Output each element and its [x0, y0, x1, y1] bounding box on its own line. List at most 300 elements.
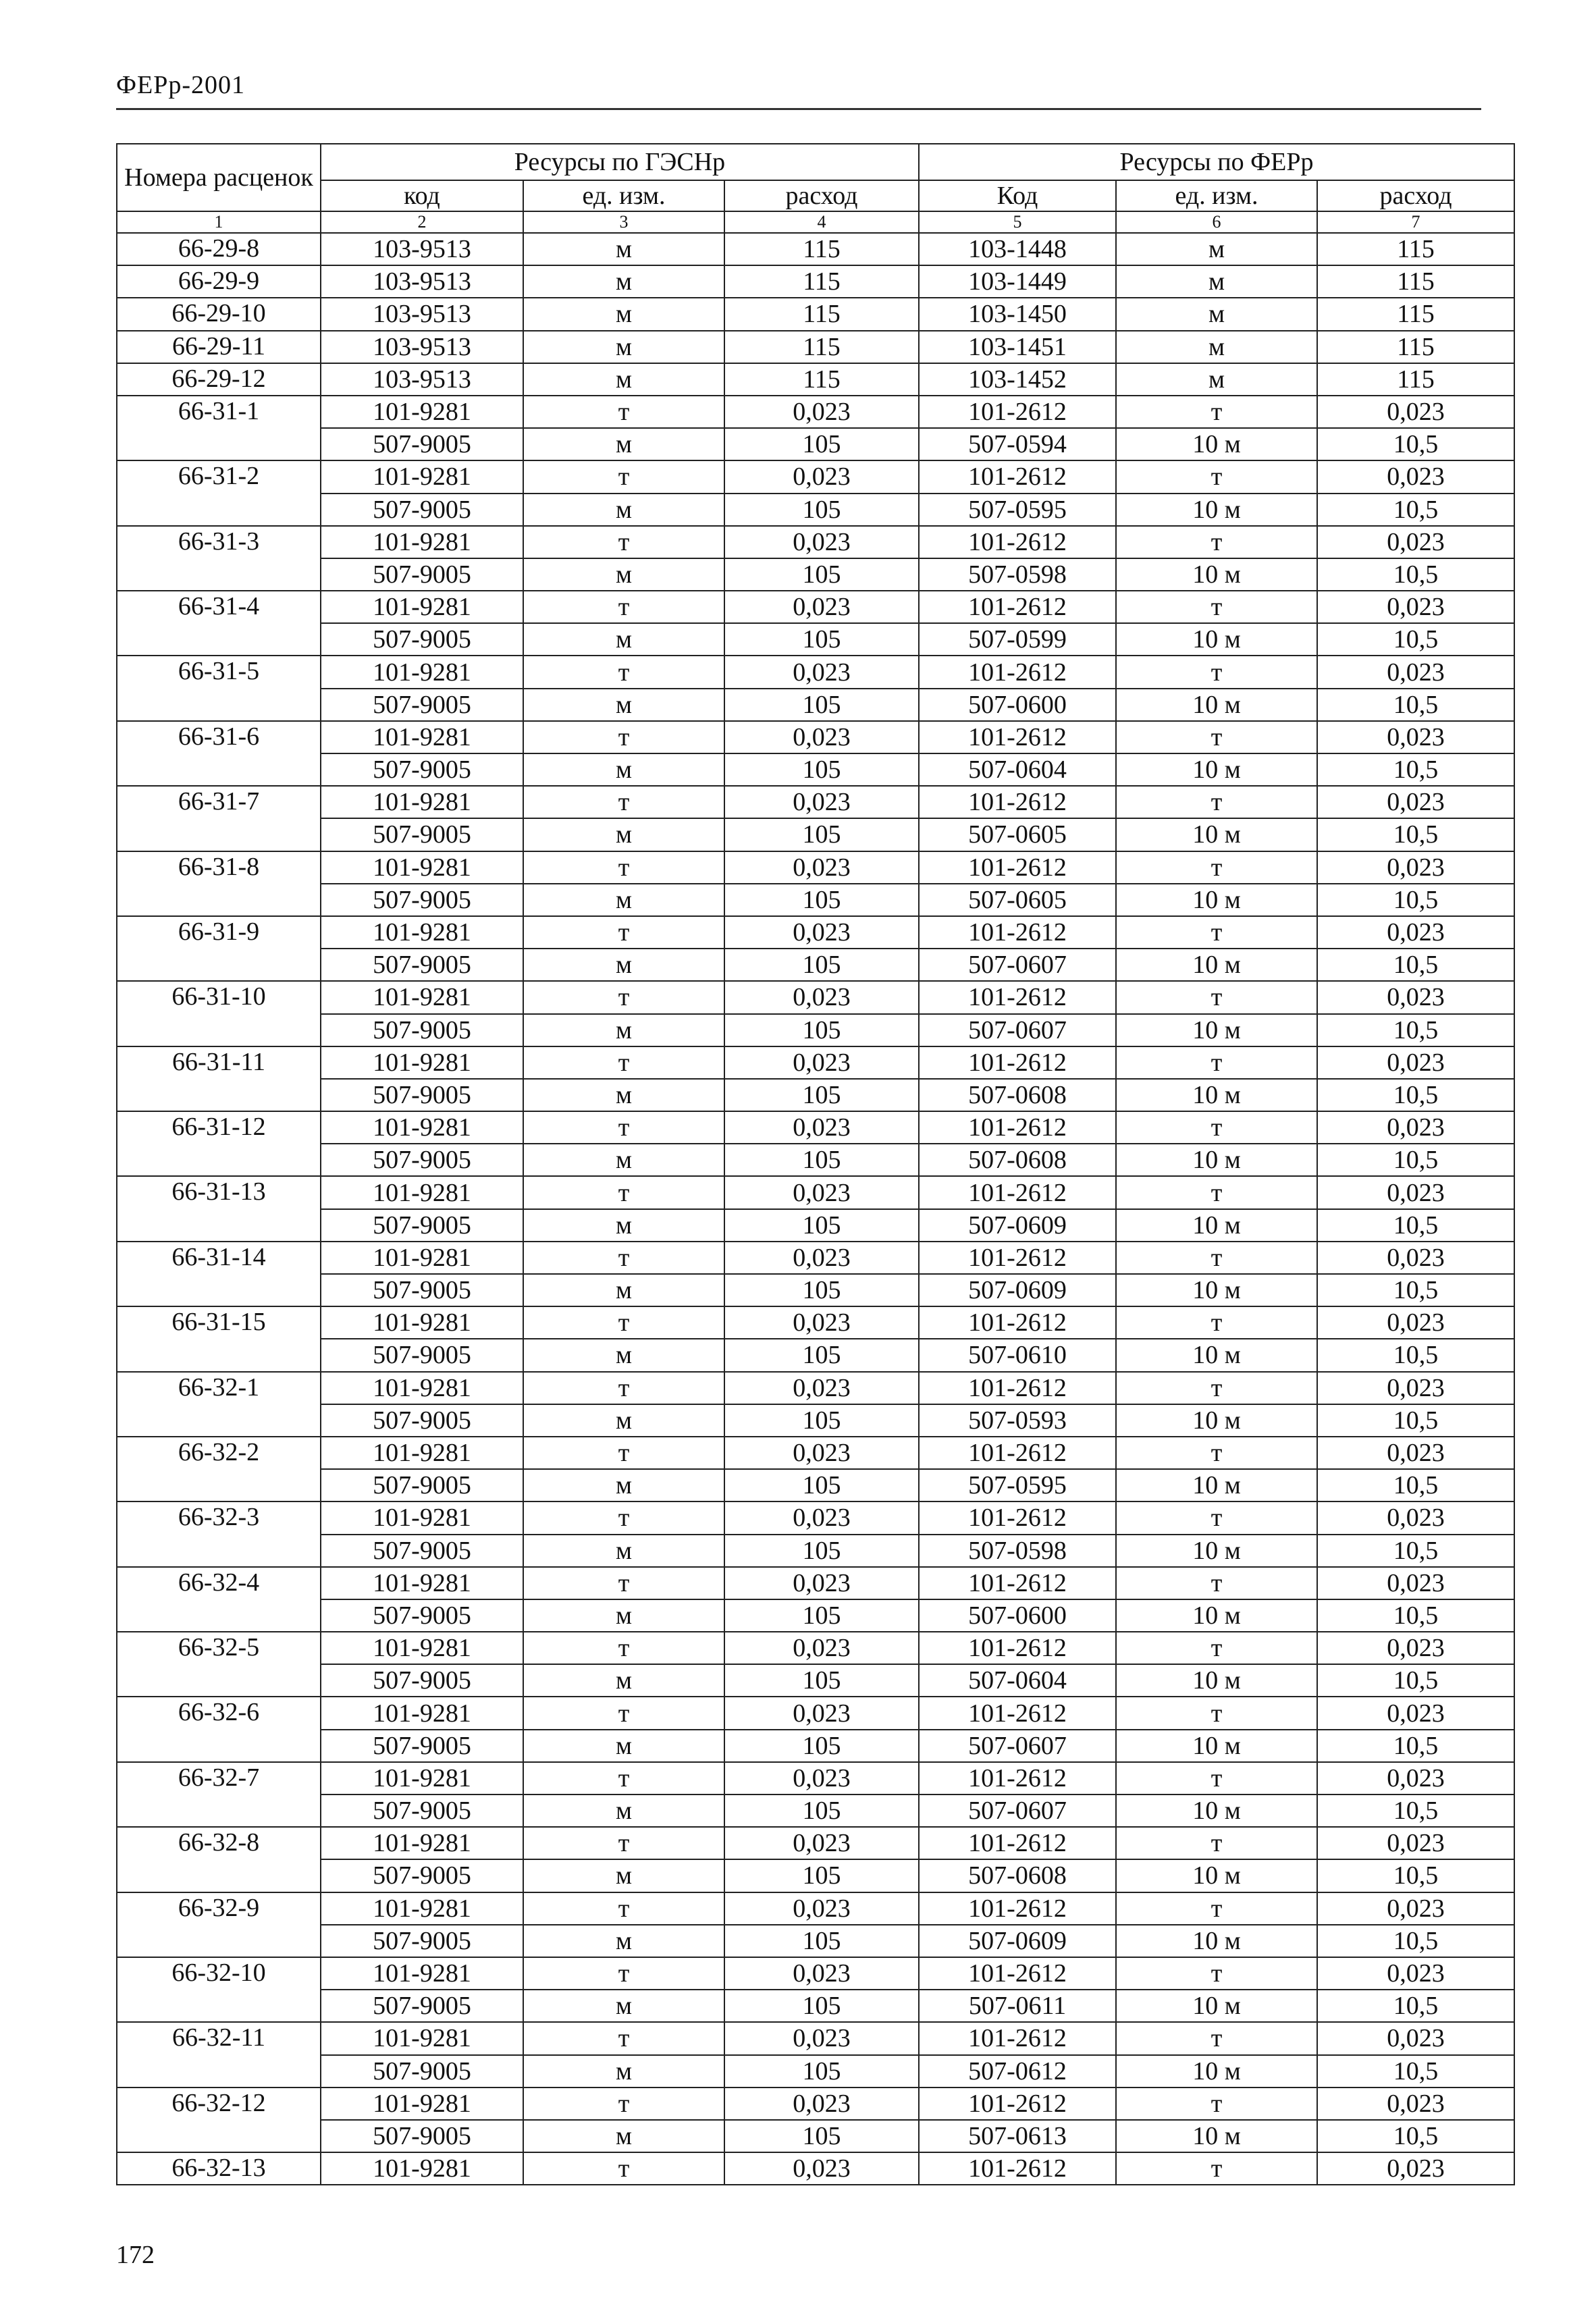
gesn-code-cell: 101-9281: [321, 1827, 523, 1859]
table-row: [117, 1144, 1514, 1176]
fer-unit-cell: м: [1116, 265, 1317, 298]
fer-unit-cell: 10 м: [1116, 1209, 1317, 1242]
table-row: [117, 689, 1514, 721]
table-row: [117, 786, 1514, 818]
gesn-unit-cell: м: [523, 1014, 724, 1046]
rates-table-container: [116, 143, 1514, 2185]
table-row: [117, 1079, 1514, 1111]
fer-unit-cell: т: [1116, 916, 1317, 949]
fer-unit-cell: т: [1116, 1111, 1317, 1144]
table-row: [117, 2022, 1514, 2054]
table-row: [117, 1697, 1514, 1729]
fer-code-cell: 101-2612: [919, 1306, 1116, 1339]
fer-unit-cell: 10 м: [1116, 428, 1317, 460]
gesn-unit-cell: т: [523, 1697, 724, 1729]
gesn-consumption-cell: 0,023: [724, 2152, 919, 2185]
gesn-consumption-cell: 0,023: [724, 721, 919, 753]
gesn-consumption-cell: 115: [724, 298, 919, 330]
gesn-code-cell: 507-9005: [321, 1730, 523, 1762]
rate-number-cell: 66-31-4: [117, 591, 321, 656]
fer-code-cell: 101-2612: [919, 1176, 1116, 1208]
gesn-consumption-cell: 105: [724, 1144, 919, 1176]
gesn-unit-cell: м: [523, 298, 724, 330]
fer-unit-cell: т: [1116, 1501, 1317, 1534]
fer-code-cell: 507-0599: [919, 623, 1116, 656]
fer-code-cell: 507-0595: [919, 494, 1116, 526]
table-row: [117, 656, 1514, 688]
fer-code-cell: 507-0612: [919, 2055, 1116, 2088]
gesn-unit-cell: т: [523, 2152, 724, 2185]
fer-consumption-cell: 10,5: [1317, 689, 1514, 721]
gesn-unit-cell: м: [523, 233, 724, 265]
fer-consumption-cell: 0,023: [1317, 786, 1514, 818]
gesn-consumption-cell: 0,023: [724, 526, 919, 558]
gesn-code-cell: 101-9281: [321, 1372, 523, 1404]
fer-code-cell: 101-2612: [919, 1892, 1116, 1925]
fer-code-cell: 101-2612: [919, 1111, 1116, 1144]
fer-code-cell: 101-2612: [919, 1827, 1116, 1859]
gesn-unit-cell: м: [523, 818, 724, 851]
gesn-code-cell: 101-9281: [321, 591, 523, 623]
fer-consumption-cell: 0,023: [1317, 1242, 1514, 1274]
gesn-code-cell: 507-9005: [321, 1664, 523, 1697]
rate-number-cell: 66-31-11: [117, 1046, 321, 1111]
fer-code-cell: 101-2612: [919, 981, 1116, 1013]
gesn-unit-cell: м: [523, 1730, 724, 1762]
gesn-consumption-cell: 115: [724, 363, 919, 396]
rate-number-cell: 66-31-6: [117, 721, 321, 786]
table-row: [117, 298, 1514, 330]
gesn-code-cell: 101-9281: [321, 916, 523, 949]
gesn-code-cell: 101-9281: [321, 786, 523, 818]
table-row: [117, 884, 1514, 916]
fer-unit-cell: м: [1116, 233, 1317, 265]
fer-code-cell: 101-2612: [919, 786, 1116, 818]
fer-code-cell: 507-0607: [919, 949, 1116, 981]
fer-consumption-cell: 0,023: [1317, 916, 1514, 949]
gesn-consumption-cell: 0,023: [724, 1567, 919, 1599]
fer-unit-cell: 10 м: [1116, 1274, 1317, 1306]
gesn-code-cell: 103-9513: [321, 265, 523, 298]
gesn-consumption-cell: 105: [724, 1794, 919, 1827]
fer-code-cell: 101-2612: [919, 1632, 1116, 1664]
col-number: 7: [1317, 211, 1514, 233]
fer-unit-cell: т: [1116, 851, 1317, 884]
page-number: 172: [116, 2241, 155, 2269]
col-number: 4: [724, 211, 919, 233]
fer-unit-cell: 10 м: [1116, 818, 1317, 851]
gesn-code-cell: 101-9281: [321, 1632, 523, 1664]
gesn-code-cell: 101-9281: [321, 981, 523, 1013]
rate-number-cell: 66-29-10: [117, 298, 321, 330]
gesn-consumption-cell: 0,023: [724, 591, 919, 623]
rate-number-cell: 66-32-10: [117, 1957, 321, 2022]
fer-unit-cell: 10 м: [1116, 623, 1317, 656]
fer-unit-cell: т: [1116, 1242, 1317, 1274]
gesn-unit-cell: м: [523, 753, 724, 786]
gesn-code-cell: 507-9005: [321, 1274, 523, 1306]
gesn-consumption-cell: 105: [724, 558, 919, 591]
gesn-consumption-cell: 0,023: [724, 2022, 919, 2054]
sub-header-gesn-unit: ед. изм.: [523, 180, 724, 211]
fer-consumption-cell: 0,023: [1317, 2088, 1514, 2120]
fer-unit-cell: т: [1116, 2152, 1317, 2185]
fer-unit-cell: 10 м: [1116, 1990, 1317, 2022]
gesn-unit-cell: м: [523, 558, 724, 591]
fer-consumption-cell: 0,023: [1317, 591, 1514, 623]
gesn-unit-cell: м: [523, 1274, 724, 1306]
gesn-code-cell: 507-9005: [321, 1535, 523, 1567]
fer-unit-cell: 10 м: [1116, 1144, 1317, 1176]
gesn-unit-cell: т: [523, 1111, 724, 1144]
gesn-unit-cell: м: [523, 1794, 724, 1827]
fer-unit-cell: т: [1116, 786, 1317, 818]
gesn-code-cell: 101-9281: [321, 526, 523, 558]
fer-consumption-cell: 115: [1317, 265, 1514, 298]
gesn-code-cell: 507-9005: [321, 1014, 523, 1046]
table-row: [117, 1730, 1514, 1762]
fer-code-cell: 103-1450: [919, 298, 1116, 330]
table-row: [117, 623, 1514, 656]
gesn-code-cell: 103-9513: [321, 363, 523, 396]
gesn-unit-cell: т: [523, 1762, 724, 1794]
fer-consumption-cell: 10,5: [1317, 1925, 1514, 1957]
gesn-unit-cell: т: [523, 1046, 724, 1079]
fer-unit-cell: 10 м: [1116, 1535, 1317, 1567]
gesn-code-cell: 101-9281: [321, 1892, 523, 1925]
fer-consumption-cell: 0,023: [1317, 1697, 1514, 1729]
fer-unit-cell: т: [1116, 721, 1317, 753]
fer-consumption-cell: 10,5: [1317, 1274, 1514, 1306]
fer-consumption-cell: 0,023: [1317, 1046, 1514, 1079]
table-row: [117, 916, 1514, 949]
gesn-consumption-cell: 0,023: [724, 1762, 919, 1794]
gesn-code-cell: 507-9005: [321, 1794, 523, 1827]
table-row: [117, 1599, 1514, 1632]
fer-code-cell: 507-0598: [919, 1535, 1116, 1567]
fer-code-cell: 507-0611: [919, 1990, 1116, 2022]
fer-consumption-cell: 0,023: [1317, 526, 1514, 558]
table-row: [117, 1306, 1514, 1339]
fer-consumption-cell: 10,5: [1317, 884, 1514, 916]
gesn-consumption-cell: 0,023: [724, 1372, 919, 1404]
gesn-consumption-cell: 105: [724, 428, 919, 460]
fer-code-cell: 101-2612: [919, 851, 1116, 884]
fer-consumption-cell: 10,5: [1317, 1209, 1514, 1242]
fer-consumption-cell: 10,5: [1317, 494, 1514, 526]
table-row: [117, 1242, 1514, 1274]
fer-consumption-cell: 0,023: [1317, 460, 1514, 493]
gesn-consumption-cell: 105: [724, 1209, 919, 1242]
gesn-unit-cell: м: [523, 1209, 724, 1242]
fer-unit-cell: 10 м: [1116, 2055, 1317, 2088]
fer-unit-cell: т: [1116, 591, 1317, 623]
gesn-unit-cell: м: [523, 428, 724, 460]
gesn-consumption-cell: 105: [724, 494, 919, 526]
table-row: [117, 1632, 1514, 1664]
gesn-unit-cell: м: [523, 1664, 724, 1697]
fer-unit-cell: 10 м: [1116, 1469, 1317, 1501]
table-row: [117, 1469, 1514, 1501]
gesn-code-cell: 103-9513: [321, 331, 523, 363]
fer-consumption-cell: 0,023: [1317, 1306, 1514, 1339]
rate-number-cell: 66-31-10: [117, 981, 321, 1046]
gesn-code-cell: 507-9005: [321, 2055, 523, 2088]
fer-code-cell: 507-0605: [919, 884, 1116, 916]
gesn-consumption-cell: 105: [724, 2055, 919, 2088]
gesn-code-cell: 101-9281: [321, 2022, 523, 2054]
fer-unit-cell: 10 м: [1116, 1404, 1317, 1437]
gesn-unit-cell: м: [523, 1079, 724, 1111]
table-row: [117, 1372, 1514, 1404]
fer-unit-cell: т: [1116, 1372, 1317, 1404]
gesn-unit-cell: м: [523, 494, 724, 526]
fer-code-cell: 507-0600: [919, 1599, 1116, 1632]
rate-number-cell: 66-29-8: [117, 233, 321, 265]
table-row: [117, 851, 1514, 884]
gesn-consumption-cell: 0,023: [724, 1242, 919, 1274]
fer-unit-cell: м: [1116, 331, 1317, 363]
gesn-unit-cell: м: [523, 2120, 724, 2152]
gesn-consumption-cell: 0,023: [724, 1632, 919, 1664]
fer-consumption-cell: 0,023: [1317, 721, 1514, 753]
gesn-consumption-cell: 0,023: [724, 1046, 919, 1079]
gesn-code-cell: 101-9281: [321, 1046, 523, 1079]
fer-code-cell: 507-0608: [919, 1144, 1116, 1176]
rate-number-cell: 66-31-2: [117, 460, 321, 525]
gesn-unit-cell: м: [523, 1599, 724, 1632]
gesn-code-cell: 507-9005: [321, 1339, 523, 1371]
gesn-unit-cell: т: [523, 2088, 724, 2120]
fer-consumption-cell: 10,5: [1317, 428, 1514, 460]
fer-unit-cell: т: [1116, 1567, 1317, 1599]
gesn-unit-cell: т: [523, 526, 724, 558]
fer-code-cell: 507-0607: [919, 1014, 1116, 1046]
gesn-consumption-cell: 115: [724, 233, 919, 265]
gesn-consumption-cell: 105: [724, 884, 919, 916]
table-row: [117, 818, 1514, 851]
gesn-consumption-cell: 105: [724, 1990, 919, 2022]
table-row: [117, 1957, 1514, 1990]
gesn-consumption-cell: 105: [724, 1730, 919, 1762]
fer-consumption-cell: 0,023: [1317, 1501, 1514, 1534]
gesn-code-cell: 101-9281: [321, 1176, 523, 1208]
fer-code-cell: 507-0604: [919, 1664, 1116, 1697]
rate-number-cell: 66-32-2: [117, 1437, 321, 1501]
table-row: [117, 1859, 1514, 1892]
gesn-code-cell: 507-9005: [321, 949, 523, 981]
gesn-unit-cell: т: [523, 786, 724, 818]
table-row: [117, 981, 1514, 1013]
rate-number-cell: 66-32-8: [117, 1827, 321, 1892]
gesn-code-cell: 507-9005: [321, 1599, 523, 1632]
fer-consumption-cell: 0,023: [1317, 396, 1514, 428]
fer-code-cell: 507-0594: [919, 428, 1116, 460]
fer-consumption-cell: 0,023: [1317, 1957, 1514, 1990]
gesn-consumption-cell: 0,023: [724, 1111, 919, 1144]
fer-consumption-cell: 0,023: [1317, 1372, 1514, 1404]
fer-consumption-cell: 115: [1317, 331, 1514, 363]
gesn-unit-cell: м: [523, 363, 724, 396]
gesn-code-cell: 101-9281: [321, 1957, 523, 1990]
fer-unit-cell: 10 м: [1116, 558, 1317, 591]
fer-code-cell: 101-2612: [919, 656, 1116, 688]
rate-number-cell: 66-31-14: [117, 1242, 321, 1306]
table-row: [117, 526, 1514, 558]
gesn-consumption-cell: 105: [724, 623, 919, 656]
gesn-unit-cell: т: [523, 396, 724, 428]
gesn-unit-cell: т: [523, 1957, 724, 1990]
rate-number-cell: 66-32-4: [117, 1567, 321, 1632]
gesn-consumption-cell: 0,023: [724, 1827, 919, 1859]
fer-unit-cell: 10 м: [1116, 1079, 1317, 1111]
table-row: [117, 428, 1514, 460]
fer-code-cell: 507-0608: [919, 1079, 1116, 1111]
gesn-unit-cell: т: [523, 2022, 724, 2054]
fer-consumption-cell: 115: [1317, 233, 1514, 265]
table-row: [117, 1404, 1514, 1437]
fer-consumption-cell: 0,023: [1317, 1827, 1514, 1859]
gesn-code-cell: 101-9281: [321, 460, 523, 493]
fer-unit-cell: 10 м: [1116, 689, 1317, 721]
rate-number-cell: 66-31-8: [117, 851, 321, 916]
fer-consumption-cell: 10,5: [1317, 1990, 1514, 2022]
gesn-consumption-cell: 0,023: [724, 851, 919, 884]
gesn-unit-cell: м: [523, 884, 724, 916]
gesn-consumption-cell: 105: [724, 818, 919, 851]
col-number: 5: [919, 211, 1116, 233]
fer-code-cell: 507-0595: [919, 1469, 1116, 1501]
fer-consumption-cell: 0,023: [1317, 1176, 1514, 1208]
gesn-consumption-cell: 0,023: [724, 1306, 919, 1339]
table-row: [117, 2088, 1514, 2120]
table-row: [117, 494, 1514, 526]
gesn-code-cell: 507-9005: [321, 1469, 523, 1501]
fer-consumption-cell: 0,023: [1317, 1892, 1514, 1925]
gesn-unit-cell: т: [523, 1242, 724, 1274]
fer-unit-cell: 10 м: [1116, 949, 1317, 981]
gesn-code-cell: 101-9281: [321, 1762, 523, 1794]
gesn-consumption-cell: 105: [724, 1404, 919, 1437]
fer-code-cell: 101-2612: [919, 591, 1116, 623]
fer-unit-cell: т: [1116, 2088, 1317, 2120]
gesn-consumption-cell: 105: [724, 1274, 919, 1306]
fer-code-cell: 507-0607: [919, 1730, 1116, 1762]
fer-code-cell: 101-2612: [919, 396, 1116, 428]
gesn-unit-cell: м: [523, 1144, 724, 1176]
gesn-consumption-cell: 0,023: [724, 396, 919, 428]
fer-code-cell: 103-1451: [919, 331, 1116, 363]
fer-unit-cell: 10 м: [1116, 753, 1317, 786]
rate-number-cell: 66-32-13: [117, 2152, 321, 2185]
fer-consumption-cell: 10,5: [1317, 1730, 1514, 1762]
rate-number-cell: 66-32-11: [117, 2022, 321, 2087]
table-row: [117, 233, 1514, 265]
rate-number-cell: 66-31-13: [117, 1176, 321, 1241]
table-row: [117, 1046, 1514, 1079]
gesn-consumption-cell: 105: [724, 1469, 919, 1501]
gesn-code-cell: 101-9281: [321, 851, 523, 884]
gesn-code-cell: 103-9513: [321, 233, 523, 265]
gesn-consumption-cell: 105: [724, 1925, 919, 1957]
fer-code-cell: 101-2612: [919, 1046, 1116, 1079]
gesn-code-cell: 507-9005: [321, 689, 523, 721]
rate-number-cell: 66-31-7: [117, 786, 321, 851]
gesn-consumption-cell: 105: [724, 1859, 919, 1892]
page-header: ФЕРр-2001: [116, 71, 246, 99]
gesn-code-cell: 101-9281: [321, 1501, 523, 1534]
fer-code-cell: 101-2612: [919, 1437, 1116, 1469]
gesn-unit-cell: м: [523, 1339, 724, 1371]
gesn-consumption-cell: 0,023: [724, 656, 919, 688]
fer-code-cell: 101-2612: [919, 1762, 1116, 1794]
col-number: 3: [523, 211, 724, 233]
fer-unit-cell: 10 м: [1116, 1730, 1317, 1762]
col-header-rate-numbers: Номера расценок: [117, 144, 321, 211]
fer-code-cell: 101-2612: [919, 2152, 1116, 2185]
fer-code-cell: 507-0610: [919, 1339, 1116, 1371]
fer-unit-cell: 10 м: [1116, 2120, 1317, 2152]
rate-number-cell: 66-29-11: [117, 331, 321, 363]
table-row: [117, 2120, 1514, 2152]
fer-unit-cell: 10 м: [1116, 1925, 1317, 1957]
rate-number-cell: 66-32-7: [117, 1762, 321, 1827]
gesn-unit-cell: т: [523, 1632, 724, 1664]
fer-unit-cell: т: [1116, 1632, 1317, 1664]
fer-consumption-cell: 115: [1317, 363, 1514, 396]
gesn-code-cell: 101-9281: [321, 1697, 523, 1729]
gesn-unit-cell: т: [523, 656, 724, 688]
table-row: [117, 753, 1514, 786]
gesn-code-cell: 507-9005: [321, 1404, 523, 1437]
fer-unit-cell: 10 м: [1116, 1794, 1317, 1827]
fer-consumption-cell: 10,5: [1317, 1144, 1514, 1176]
table-row: [117, 1014, 1514, 1046]
table-row: [117, 1990, 1514, 2022]
fer-unit-cell: т: [1116, 1957, 1317, 1990]
fer-consumption-cell: 10,5: [1317, 1794, 1514, 1827]
gesn-code-cell: 507-9005: [321, 884, 523, 916]
gesn-consumption-cell: 105: [724, 689, 919, 721]
sub-header-gesn-code: код: [321, 180, 523, 211]
gesn-consumption-cell: 0,023: [724, 1957, 919, 1990]
fer-unit-cell: т: [1116, 1697, 1317, 1729]
fer-code-cell: 101-2612: [919, 2088, 1116, 2120]
gesn-consumption-cell: 115: [724, 331, 919, 363]
gesn-unit-cell: м: [523, 265, 724, 298]
gesn-code-cell: 507-9005: [321, 1925, 523, 1957]
fer-code-cell: 103-1449: [919, 265, 1116, 298]
table-row: [117, 1501, 1514, 1534]
fer-unit-cell: т: [1116, 981, 1317, 1013]
fer-code-cell: 101-2612: [919, 1957, 1116, 1990]
col-number: 6: [1116, 211, 1317, 233]
fer-consumption-cell: 10,5: [1317, 1535, 1514, 1567]
fer-consumption-cell: 10,5: [1317, 1079, 1514, 1111]
fer-consumption-cell: 10,5: [1317, 2120, 1514, 2152]
gesn-code-cell: 101-9281: [321, 2152, 523, 2185]
table-row: [117, 331, 1514, 363]
fer-consumption-cell: 0,023: [1317, 981, 1514, 1013]
gesn-unit-cell: м: [523, 623, 724, 656]
rate-number-cell: 66-32-3: [117, 1501, 321, 1566]
gesn-code-cell: 507-9005: [321, 1990, 523, 2022]
rate-number-cell: 66-31-3: [117, 526, 321, 591]
gesn-unit-cell: т: [523, 1892, 724, 1925]
fer-unit-cell: т: [1116, 1827, 1317, 1859]
fer-code-cell: 103-1448: [919, 233, 1116, 265]
gesn-code-cell: 507-9005: [321, 818, 523, 851]
